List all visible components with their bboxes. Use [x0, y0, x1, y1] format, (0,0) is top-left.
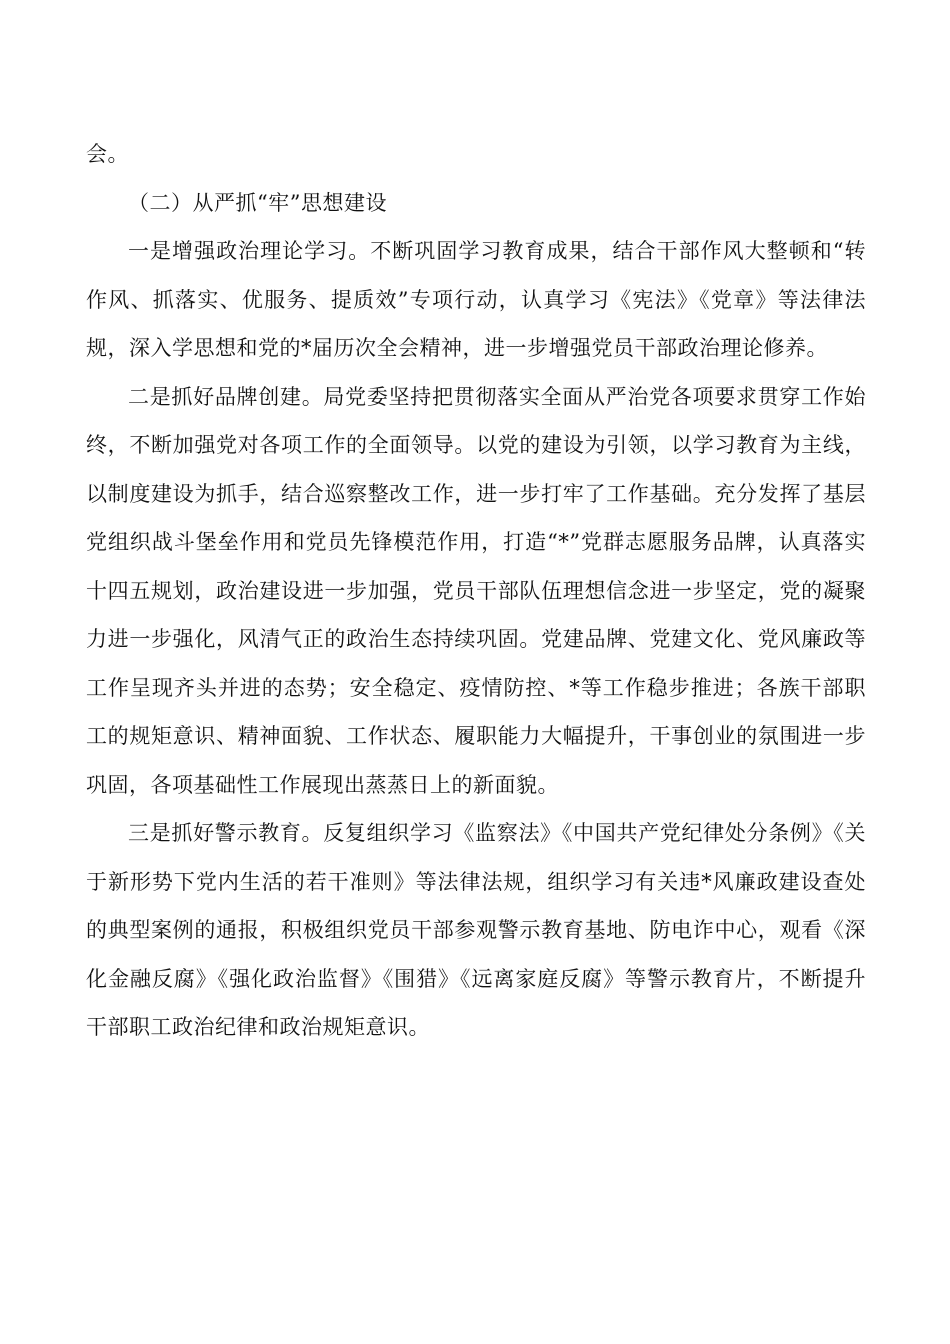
paragraph-continuation: 会。	[86, 142, 129, 166]
paragraph-political-study: 一是增强政治理论学习。不断巩固学习教育成果，结合干部作风大整顿和“转作风、抓落实、优服务、提质效”专项行动，认真学习《宪法》《党章》等法律法规，深入学思想和党的*届历次全会精神，进一步增强党员干部政治理论修养。	[86, 239, 866, 360]
paragraph-brand-building: 二是抓好品牌创建。局党委坚持把贯彻落实全面从严治党各项要求贯穿工作始终，不断加强党对各项工作的全面领导。以党的建设为引领，以学习教育为主线，以制度建设为抓手，结合巡察整改工作，进一步打牢了工作基础。充分发挥了基层党组织战斗堡垒作用和党员先锋模范作用，打造“*”党群志愿服务品牌，认真落实十四五规划，政治建设进一步加强，党员干部队伍理想信念进一步坚定，党的凝聚力进一步强化，风清气正的政治生态持续巩固。党建品牌、党建文化、党风廉政等工作呈现齐头并进的态势；安全稳定、疫情防控、*等工作稳步推进；各族干部职工的规矩意识、精神面貌、工作状态、履职能力大幅提升，干事创业的氛围进一步巩固，各项基础性工作展现出蒸蒸日上的新面貌。	[86, 384, 866, 797]
paragraph-warning-education: 三是抓好警示教育。反复组织学习《监察法》《中国共产党纪律处分条例》《关于新形势下党内生活的若干准则》等法律法规，组织学习有关违*风廉政建设查处的典型案例的通报，积极组织党员干部参观警示教育基地、防电诈中心，观看《深化金融反腐》《强化政治监督》《围猎》《远离家庭反腐》等警示教育片，不断提升干部职工政治纪律和政治规矩意识。	[86, 821, 866, 1039]
section-heading: （二）从严抓“牢”思想建设	[128, 190, 387, 215]
document-body	[86, 130, 866, 1052]
